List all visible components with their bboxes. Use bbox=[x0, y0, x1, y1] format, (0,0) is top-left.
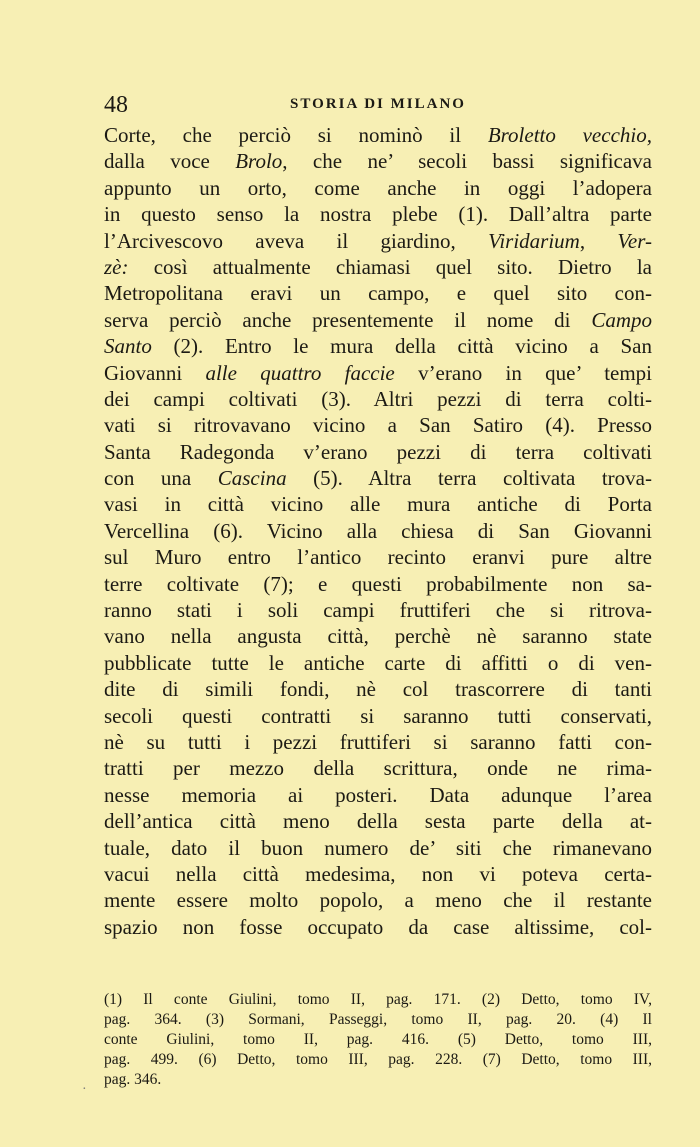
text-run: in questo senso la nostra plebe (1). Dall’altra parte bbox=[104, 202, 652, 227]
text-run: serva perciò anche presentemente il nome di bbox=[104, 307, 592, 332]
body-line bbox=[104, 491, 652, 517]
body-line bbox=[104, 412, 652, 438]
text-run: vano nella angusta città, perchè nè saranno state bbox=[104, 624, 652, 649]
body-line bbox=[104, 201, 652, 227]
italic-run: zè: bbox=[104, 254, 129, 279]
book-page bbox=[104, 92, 652, 940]
body-line bbox=[104, 835, 652, 861]
text-run: v’erano in que’ tempi bbox=[394, 360, 652, 385]
text-run: , bbox=[579, 228, 618, 253]
italic-run: Broletto vecchio, bbox=[487, 123, 652, 147]
body-line bbox=[104, 360, 652, 386]
body-line bbox=[104, 861, 652, 887]
margin-mark: · bbox=[82, 1082, 87, 1097]
body-line bbox=[104, 254, 652, 280]
footnote-line: conte Giulini, tomo II, pag. 416. (5) Detto, tomo III, bbox=[104, 1031, 652, 1048]
footnote-line: pag. 346. bbox=[104, 1071, 162, 1088]
body-line bbox=[104, 544, 652, 570]
body-line bbox=[104, 914, 652, 940]
page-number: 48 bbox=[104, 92, 128, 118]
page-header bbox=[104, 92, 652, 118]
body-line bbox=[104, 808, 652, 834]
italic-run: Santo bbox=[104, 334, 152, 359]
text-run: così attualmente chiamasi quel sito. Dietro la bbox=[128, 254, 652, 279]
body-line bbox=[104, 122, 652, 148]
text-run: vacui nella città medesima, non vi poteva certa- bbox=[104, 861, 652, 886]
italic-run: Ver- bbox=[617, 228, 652, 253]
body-line bbox=[104, 623, 652, 649]
body-line bbox=[104, 465, 652, 491]
text-run: l’Arcivescovo aveva il giardino, bbox=[104, 228, 489, 253]
body-line bbox=[104, 148, 652, 174]
footnotes bbox=[104, 990, 652, 1090]
body-line bbox=[104, 439, 652, 465]
body-line bbox=[104, 333, 652, 359]
text-run: Santa Radegonda v’erano pezzi di terra coltivati bbox=[104, 439, 652, 464]
text-run: Vercellina (6). Vicino alla chiesa di San Giovanni bbox=[104, 518, 652, 543]
text-run: mente essere molto popolo, a meno che il restante bbox=[104, 888, 652, 913]
text-run: (5). Altra terra coltivata trova- bbox=[286, 466, 652, 491]
text-run: tratti per mezzo della scrittura, onde ne rima- bbox=[104, 756, 652, 781]
italic-run: Viridarium bbox=[488, 228, 580, 253]
body-line bbox=[104, 755, 652, 781]
body-line bbox=[104, 650, 652, 676]
text-run: (2). Entro le mura della città vicino a San bbox=[151, 334, 652, 359]
text-run: vasi in città vicino alle mura antiche di Porta bbox=[104, 492, 652, 517]
text-run: dalla voce bbox=[104, 149, 236, 174]
body-text bbox=[104, 122, 652, 940]
text-run: secoli questi contratti si saranno tutti conservati, bbox=[104, 703, 652, 728]
body-line bbox=[104, 307, 652, 333]
body-line bbox=[104, 597, 652, 623]
text-run: con una bbox=[104, 466, 218, 491]
text-run: Metropolitana eravi un campo, e quel sito con- bbox=[104, 281, 652, 306]
text-run: vati si ritrovavano vicino a San Satiro (4). Presso bbox=[104, 413, 652, 438]
body-line bbox=[104, 703, 652, 729]
text-run: , che ne’ secoli bassi significava bbox=[282, 149, 652, 174]
footnote-line: (1) Il conte Giulini, tomo II, pag. 171. (2) Detto, tomo IV, bbox=[104, 991, 652, 1008]
text-run: dite di simili fondi, nè col trascorrere di tanti bbox=[104, 677, 652, 702]
italic-run: Cascina bbox=[217, 466, 287, 491]
text-run: tuale, dato il buon numero de’ siti che rimanevano bbox=[104, 835, 652, 860]
text-run: terre coltivate (7); e questi probabilmente non sa- bbox=[104, 571, 652, 596]
body-line bbox=[104, 782, 652, 808]
footnote-line: pag. 364. (3) Sormani, Passeggi, tomo II, pag. 20. (4) Il bbox=[104, 1011, 652, 1028]
body-line bbox=[104, 175, 652, 201]
italic-run: Campo bbox=[591, 307, 652, 332]
text-run: sul Muro entro l’antico recinto eranvi pure altre bbox=[104, 545, 652, 570]
italic-run: Brolo bbox=[235, 149, 283, 174]
text-run: Corte, che perciò si nominò il bbox=[104, 123, 488, 147]
text-run: nè su tutti i pezzi fruttiferi si saranno fatti con- bbox=[104, 729, 652, 754]
body-line bbox=[104, 386, 652, 412]
body-line bbox=[104, 518, 652, 544]
body-line bbox=[104, 887, 652, 913]
text-run: Giovanni bbox=[104, 360, 206, 385]
text-run: nesse memoria ai posteri. Data adunque l’area bbox=[104, 782, 652, 807]
text-run: dell’antica città meno della sesta parte della at- bbox=[104, 809, 652, 834]
running-head: STORIA DI MILANO bbox=[290, 96, 466, 112]
text-run: pubblicate tutte le antiche carte di affitti o di ven- bbox=[104, 650, 652, 675]
body-line bbox=[104, 228, 652, 254]
text-run: dei campi coltivati (3). Altri pezzi di terra colti- bbox=[104, 386, 652, 411]
text-run: appunto un orto, come anche in oggi l’adopera bbox=[104, 175, 652, 200]
italic-run: alle quattro faccie bbox=[205, 360, 395, 385]
body-line bbox=[104, 571, 652, 597]
text-run: spazio non fosse occupato da case altissime, col- bbox=[104, 914, 652, 939]
footnote-line: pag. 499. (6) Detto, tomo III, pag. 228. (7) Detto, tomo III, bbox=[104, 1051, 652, 1068]
body-line bbox=[104, 676, 652, 702]
body-line bbox=[104, 729, 652, 755]
body-line bbox=[104, 280, 652, 306]
text-run: ranno stati i soli campi fruttiferi che si ritrova- bbox=[104, 598, 652, 623]
